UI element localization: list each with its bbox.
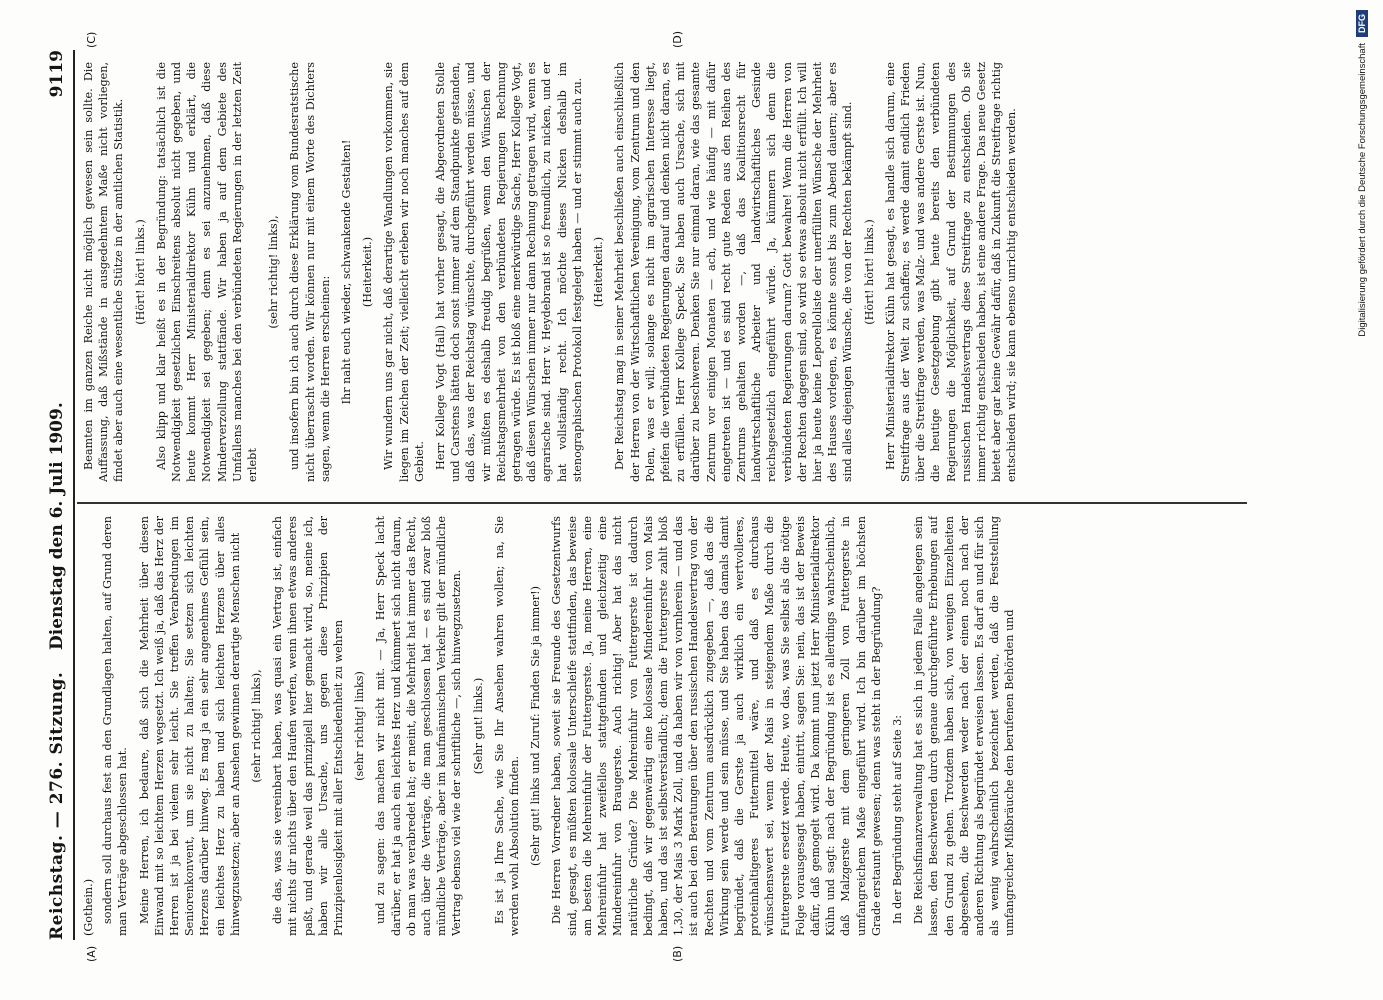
interjection: (Sehr gut! links.) <box>471 677 485 775</box>
margin-mark-c: (C) <box>85 31 98 48</box>
paragraph: Es ist ja Ihre Sache, wie Sie Ihr Ansehen wahren wollen; na, Sie werden wohl Absolution finden. <box>492 516 522 936</box>
quoted-paragraph: Beamten im ganzen Reiche nicht möglich gewesen sein sollte. Die Auffassung, daß Mißstände in ausgedehntem Maße nicht vorliegen, findet aber auch eine wesentliche Stütze in der amtlichen Statistik. <box>82 62 126 482</box>
page-number: 9119 <box>47 50 67 98</box>
margin-mark-b: (B) <box>671 945 684 962</box>
paragraph: die das, was sie vereinbart haben, was quasi ein Vertrag ist, einfach mit nichts dir nichts über den Haufen werfen, wenn ihnen etwas anderes paßt, und gerade weil das prinzipiell hier gemacht wird, so, meine ich, haben wir alle Ursache, uns gegen diese Prinzipien der Prinzipienlosigkeit mit aller Entschiedenheit zu wehren <box>271 516 346 936</box>
dfg-logo: DFG <box>1356 10 1368 37</box>
paragraph: Herr Kollege Vogt (Hall) hat vorher gesagt, die Abgeordneten Stolle und Carstens hätten doch sonst immer auf dem Standpunkte gestanden, daß das, was der Reichstag wünschte, durchgeführt werden müsse, und wir müßten es deshalb freudig begrüßen, wenn den Wünschen der Reichstagsmehrheit von den verbündeten Regierungen Rechnung getragen würde. Es ist bloß eine merkwürdige Sache, Herr Kollege Vogt, daß diesen Wünschen immer nur dann Rechnung getragen wird, wenn es agrarische sind. Herr v. Heydebrand ist so freundlich, zu nicken, und er hat vollständig recht. Ich möchte dieses Nicken deshalb im stenographischen Protokoll festgelegt haben — und er stimmt auch zu. <box>434 62 584 482</box>
interjection: (Heiterkeit.) <box>361 236 375 308</box>
paragraph: und insofern bin ich auch durch diese Erklärung vom Bundesratstische nicht überrascht worden. Wir können nur mit einem Worte des Dichters sagen, wenn die Herren erscheinen: <box>288 62 332 482</box>
paragraph: Die Herren Vorredner haben, soweit sie Freunde des Gesetzentwurfs sind, gesagt, es müßten kolossale Unterschleife stattfinden, das beweise am besten die Mehreinfuhr der Futtergerste. Ja, meine Herren, eine Mehreinfuhr hat zweifellos stattgefunden und gleichzeitig eine Mindereinfuhr von Braugerste. Auch richtig! Aber hat das nicht natürliche Gründe? Die Mehreinfuhr von Futtergerste ist dadurch bedingt, daß wir gegenwärtig eine kolossale Mindereinfuhr von Mais haben, und das ist selbstverständlich; denn die Futtergerste zahlt bloß 1,30, der Mais 3 Mark Zoll, und da haben wir von vornherein — und das ist auch bei den Beratungen über den russischen Handelsvertrag von der Rechten und vom Zentrum ausdrücklich zugegeben —, daß das die Wirkung sein werde und sein müsse, und Sie haben das damals damit begründet, daß die Gerste ja auch wirklich ein wertvolleres, proteinhaltigeres Futtermittel wäre, und daß es durchaus wünschenswert sei, wenn der Mais in steigendem Maße durch die Futtergerste ersetzt werde. Heute, wo das, was Sie selbst als die nötige Folge vorausgesagt haben, eintritt, sagen Sie: nein, das ist der Beweis dafür, daß gemogelt wird. Da kommt nun jetzt Herr Ministerialdirektor Kühn und sagt: nach der Begründung ist es allerdings wahrscheinlich, daß Malzgerste mit dem geringeren Zoll von Futtergerste in umfangreichem Maße eingeführt wird. Ich bin darüber im höchsten Grade erstaunt gewesen; denn was steht in der Begründung? <box>550 516 883 936</box>
right-column <box>81 62 1241 482</box>
paragraph: Also klipp und klar heißt es in der Begründung: tatsächlich ist die Notwendigkeit gesetzlichen Einschreitens absolut nicht gegeben, und heute kommt Herr Ministerialdirektor Kühn und erklärt, die Notwendigkeit sei gegeben; denn es sei anzunehmen, daß diese Minderverzollung stattfände. Wir haben ja auf dem Gebiete des Umfallens manches bei den verbündeten Regierungen in der letzten Zeit erlebt <box>154 62 260 482</box>
sidebar-credit-line <box>1350 10 1374 990</box>
digitization-sidebar <box>1350 10 1374 990</box>
paragraph: Meine Herren, ich bedaure, daß sich die Mehrheit über diesen Einwand mit so leichtem Herzen wegsetzt. Ich weiß ja, daß das Herz der Herren ist ja bei vielem sehr leicht. Sie treffen Verabredungen im Seniorenkonvent, um sie nicht zu halten; Sie setzen sich leichten Herzens darüber hinweg. Es mag ja ein sehr angenehmes Gefühl sein, ein leichtes Herz zu haben und sich leichten Herzens über alles hinwegzusetzen; aber an Ansehen gewinnen derartige Menschen nicht <box>137 516 242 936</box>
interjection: (sehr richtig! links), <box>250 669 264 783</box>
quote-line: Ihr naht euch wieder, schwankende Gestalten! <box>340 139 354 405</box>
page-header <box>43 50 73 940</box>
header-session: Reichstag. — 276. Sitzung. <box>47 671 67 940</box>
speaker-label: (Gothein.) <box>82 878 95 936</box>
paragraph: und zu sagen: das machen wir nicht mit. — Ja, Herr Speck lacht darüber, er hat ja auch ein leichtes Herz und kümmert sich nicht darum, ob man was verabredet hat; er meint, die Mehrheit hat immer das Recht, auch über die Verträge, die man geschlossen hat — es sind zwar bloß mündliche Verträge, aber im kaufmännischen Verkehr gilt der mündliche Vertrag ebenso viel wie der schriftliche —, sich hinwegzusetzen. <box>374 516 464 936</box>
header-rule <box>73 50 75 940</box>
quoted-paragraph: Die Reichsfinanzverwaltung hat es sich in jedem Falle angelegen sein lassen, den Beschwerden durch genaue durchgeführte Erhebungen auf den Grund zu gehen. Trotzdem haben sich, von wenigen Einzelheiten abgesehen, die Beschwerden weder nach der einen noch nach der anderen Richtung als begründet erweisen lassen. Es darf an und für sich als wenig wahrscheinlich bezeichnet werden, daß die Feststellung umfangreicher Mißbräuche den berufenen Behörden und <box>912 516 1017 936</box>
paragraph: sondern soll durchaus fest an den Grundlagen halten, auf Grund deren man Verträge abgeschlossen hat. <box>101 516 130 936</box>
paragraph: Wir wundern uns gar nicht, daß derartige Wandlungen vorkommen, sie liegen im Zeichen der Zeit; vielleicht erleben wir noch manches auf dem Gebiet. <box>382 62 426 482</box>
rotated-page <box>21 30 1261 970</box>
left-column <box>81 516 1241 936</box>
column-divider <box>77 503 1247 505</box>
paragraph: Herr Ministerialdirektor Kühn hat gesagt, es handle sich darum, eine Streitfrage aus der Welt zu schaffen; es werde damit endlich Frieden über die Streitfrage werden, was Malz- und was andere Gerste ist. Nun, die heutige Gesetzgebung gibt heute bereits den verbündeten Regierungen die Möglichkeit, auf Grund der Bestimmungen des russischen Handelsvertrags diese Streitfrage zu entscheiden. Ob sie immer richtig entschieden haben, ist eine andere Frage. Das neue Gesetz bietet aber gar keine Gewähr dafür, daß in Zukunft die Streitfrage richtig entschieden wird; sie kann ebenso unrichtig entschieden werden. <box>883 62 1019 482</box>
digitization-credit: Digitalisierung gefördert durch die Deutsche Forschungsgemeinschaft <box>1356 43 1368 337</box>
interjection: (sehr richtig! links) <box>353 671 367 781</box>
margin-mark-a: (A) <box>85 945 98 962</box>
paragraph: In der Begründung steht auf Seite 3: <box>890 714 904 924</box>
margin-mark-d: (D) <box>671 30 684 48</box>
interjection: (Sehr gut! links und Zuruf: Finden Sie ja immer!) <box>529 585 543 867</box>
header-date: Dienstag den 6. Juli 1909. <box>47 402 67 650</box>
interjection: (Hört! hört! links.) <box>862 219 876 325</box>
interjection: (sehr richtig! links), <box>267 215 281 329</box>
interjection: (Hört! hört! links.) <box>133 219 147 325</box>
paragraph: Der Reichstag mag in seiner Mehrheit beschließen auch einschließlich der Herren von der Wirtschaftlichen Vereinigung, vom Zentrum und den Polen, was er will; solange es nicht im agrarischen Interesse liegt, pfeifen die verbündeten Regierungen darauf und denken nicht daran, es zu erfüllen. Herr Kollege Speck, Sie haben auch Ursache, sich mit darüber zu beschweren. Denken Sie nur einmal daran, wie das gesamte Zentrum vor einigen Monaten — ach, und wie häufig — mit dafür eingetreten ist — und es sind recht gute Reden aus den Reihen des Zentrums gehalten worden —, daß das Koalitionsrecht für landwirtschaftliche Arbeiter und landwirtschaftliches Gesinde reichsgesetzlich eingeführt würde. Ja, kümmern sich denn die verbündeten Regierungen darum? Gott bewahre! Wenn die Herren von der Rechten dagegen sind, so wird so etwas absolut nicht erfüllt. Ich will hier ja heute keine Leporelloliste der unerfüllten Wünsche der Mehrheit des Hauses vorlegen, es könnte sonst bis zum Abend dauern; aber es sind alles diejenigen Wünsche, die von der Rechten bekämpft sind. <box>613 62 855 482</box>
interjection: (Heiterkeit.) <box>592 236 606 308</box>
